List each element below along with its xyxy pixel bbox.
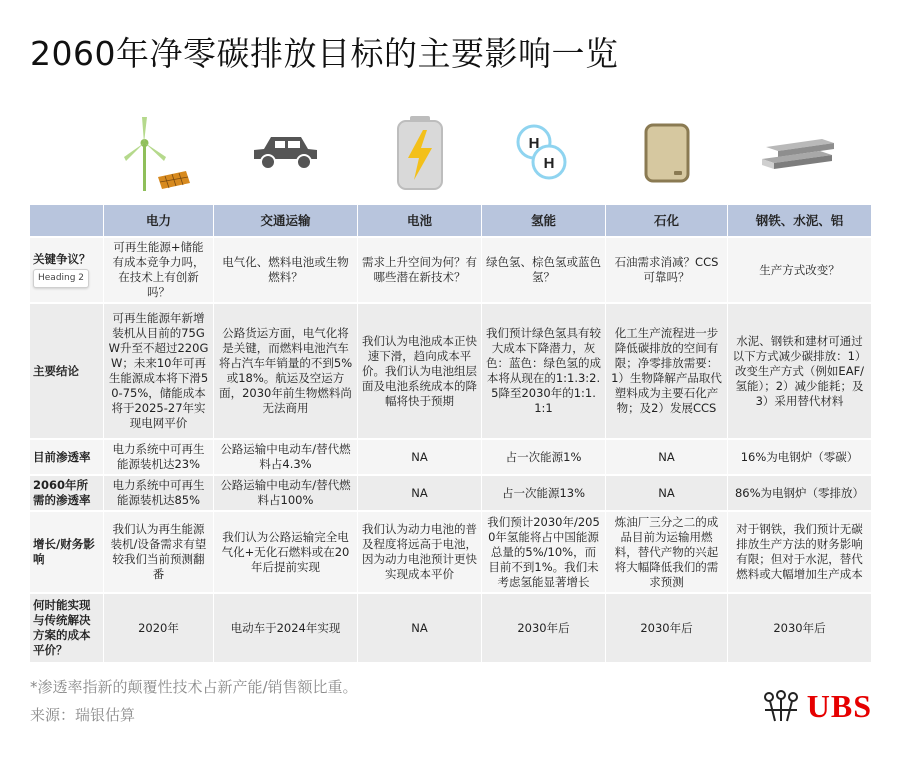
table-cell: 电动车于2024年实现 [214,594,358,662]
header-power: 电力 [104,205,214,236]
impact-table [30,203,872,664]
row-label-key-debate: 关键争议？ Heading 2 [30,238,104,302]
row-label-current-penetration: 目前渗透率 [30,440,104,474]
table-row [30,304,872,438]
table-cell: 2030年后 [728,594,872,662]
table-cell: NA [358,476,482,510]
table-cell: 可再生能源+储能有成本竞争力吗，在技术上有创新吗？ [104,238,214,302]
table-cell: 公路运输中电动车/替代燃料占100% [214,476,358,510]
table-cell: 石油需求消减？CCS可靠吗？ [606,238,728,302]
table-cell: 可再生能源年新增装机从目前的75GW升至不超过220GW；未来10年可再生能源成本将下滑50-75%，储能成本将于2025-27年实现电网平价 [104,304,214,438]
table-cell: NA [358,594,482,662]
header-petrochem: 石化 [606,205,728,236]
table-row [30,594,872,662]
sector-icons-row [104,108,872,198]
table-cell: NA [358,440,482,474]
table-cell: 电力系统中可再生能源装机达23% [104,440,214,474]
source-note: 来源：瑞银估算 [30,706,136,724]
header-corner [30,205,104,236]
table-row [30,238,872,302]
ubs-logo [761,688,872,725]
ubs-wordmark: UBS [806,688,872,724]
footnote: *渗透率指新的颠覆性技术占新产能/销售额比重。 [30,678,358,696]
table-cell: NA [606,476,728,510]
table-cell: 生产方式改变？ [728,238,872,302]
table-cell: 2030年后 [482,594,606,662]
wind-turbine-solar-icon [104,108,214,198]
table-cell: 我们认为电池成本正快速下滑，趋向成本平价。我们认为电池组层面及电池系统成本的降幅将快于预期 [358,304,482,438]
table-cell: 公路运输中电动车/替代燃料占4.3% [214,440,358,474]
car-icon [214,108,358,198]
table-cell: 我们认为再生能源装机/设备需求有望较我们当前预测翻番 [104,512,214,592]
table-cell: 绿色氢、棕色氢或蓝色氢？ [482,238,606,302]
table-cell: 2030年后 [606,594,728,662]
table-cell: 86%为电钢炉（零排放） [728,476,872,510]
table-cell: 电气化、燃料电池或生物燃料？ [214,238,358,302]
oil-barrel-icon [606,108,728,198]
row-label-cost-parity-timing: 何时能实现与传统解决方案的成本平价？ [30,594,104,662]
row-label-growth-financial-impact: 增长/财务影响 [30,512,104,592]
header-transport: 交通运输 [214,205,358,236]
heading-style-tag: Heading 2 [33,269,89,288]
page-title: 2060年净零碳排放目标的主要影响一览 [30,34,619,73]
table-cell: 需求上升空间为何？有哪些潜在新技术？ [358,238,482,302]
table-row [30,440,872,474]
table-cell: 化工生产流程进一步降低碳排放的空间有限；净零排放需要：1）生物降解产品取代塑料成为主要石化产物；及2）发展CCS [606,304,728,438]
table-header-row [30,205,872,236]
table-cell: 对于钢铁，我们预计无碳排放生产方法的财务影响有限；但对于水泥，替代燃料或大幅增加生产成本 [728,512,872,592]
table-cell: 公路货运方面，电气化将是关键，而燃料电池汽车将占汽车年销量的不到5%或18%。航运及空运方面，2030年前生物燃料尚无法商用 [214,304,358,438]
table-cell: 我们预计2030年/2050年氢能将占中国能源总量的5%/10%，而目前不到1%。我们未考虑氢能显著增长 [482,512,606,592]
hydrogen-label-1: H [528,135,540,152]
table-cell: 水泥、钢铁和建材可通过以下方式减少碳排放：1）改变生产方式（例如EAF/氢能）；2）减少能耗；及3）采用替代材料 [728,304,872,438]
header-battery: 电池 [358,205,482,236]
table-cell: 我们认为公路运输完全电气化+无化石燃料或在20年后提前实现 [214,512,358,592]
hydrogen-molecule-icon [482,108,606,198]
steel-beams-icon [728,108,872,198]
table-cell: 16%为电钢炉（零碳） [728,440,872,474]
header-steel-cement-aluminium: 钢铁、水泥、铝 [728,205,872,236]
table-cell: 占一次能源13% [482,476,606,510]
battery-icon [358,108,482,198]
header-hydrogen: 氢能 [482,205,606,236]
table-cell: 2020年 [104,594,214,662]
table-cell: 炼油厂三分之二的成品目前为运输用燃料，替代产物的兴起将大幅降低我们的需求预测 [606,512,728,592]
table-cell: 电力系统中可再生能源装机达85% [104,476,214,510]
table-row [30,512,872,592]
table-row [30,476,872,510]
row-label-main-conclusion: 主要结论 [30,304,104,438]
table-cell: NA [606,440,728,474]
ubs-keys-icon [761,690,801,724]
hydrogen-label-2: H [543,155,555,172]
row-label-2060-penetration: 2060年所需的渗透率 [30,476,104,510]
table-cell: 占一次能源1% [482,440,606,474]
table-cell: 我们预计绿色氢具有较大成本下降潜力，灰色：蓝色：绿色氢的成本将从现在的1:1.3:2.5降至2030年的1:1.1:1 [482,304,606,438]
table-cell: 我们认为动力电池的普及程度将远高于电池，因为动力电池预计更快实现成本平价 [358,512,482,592]
